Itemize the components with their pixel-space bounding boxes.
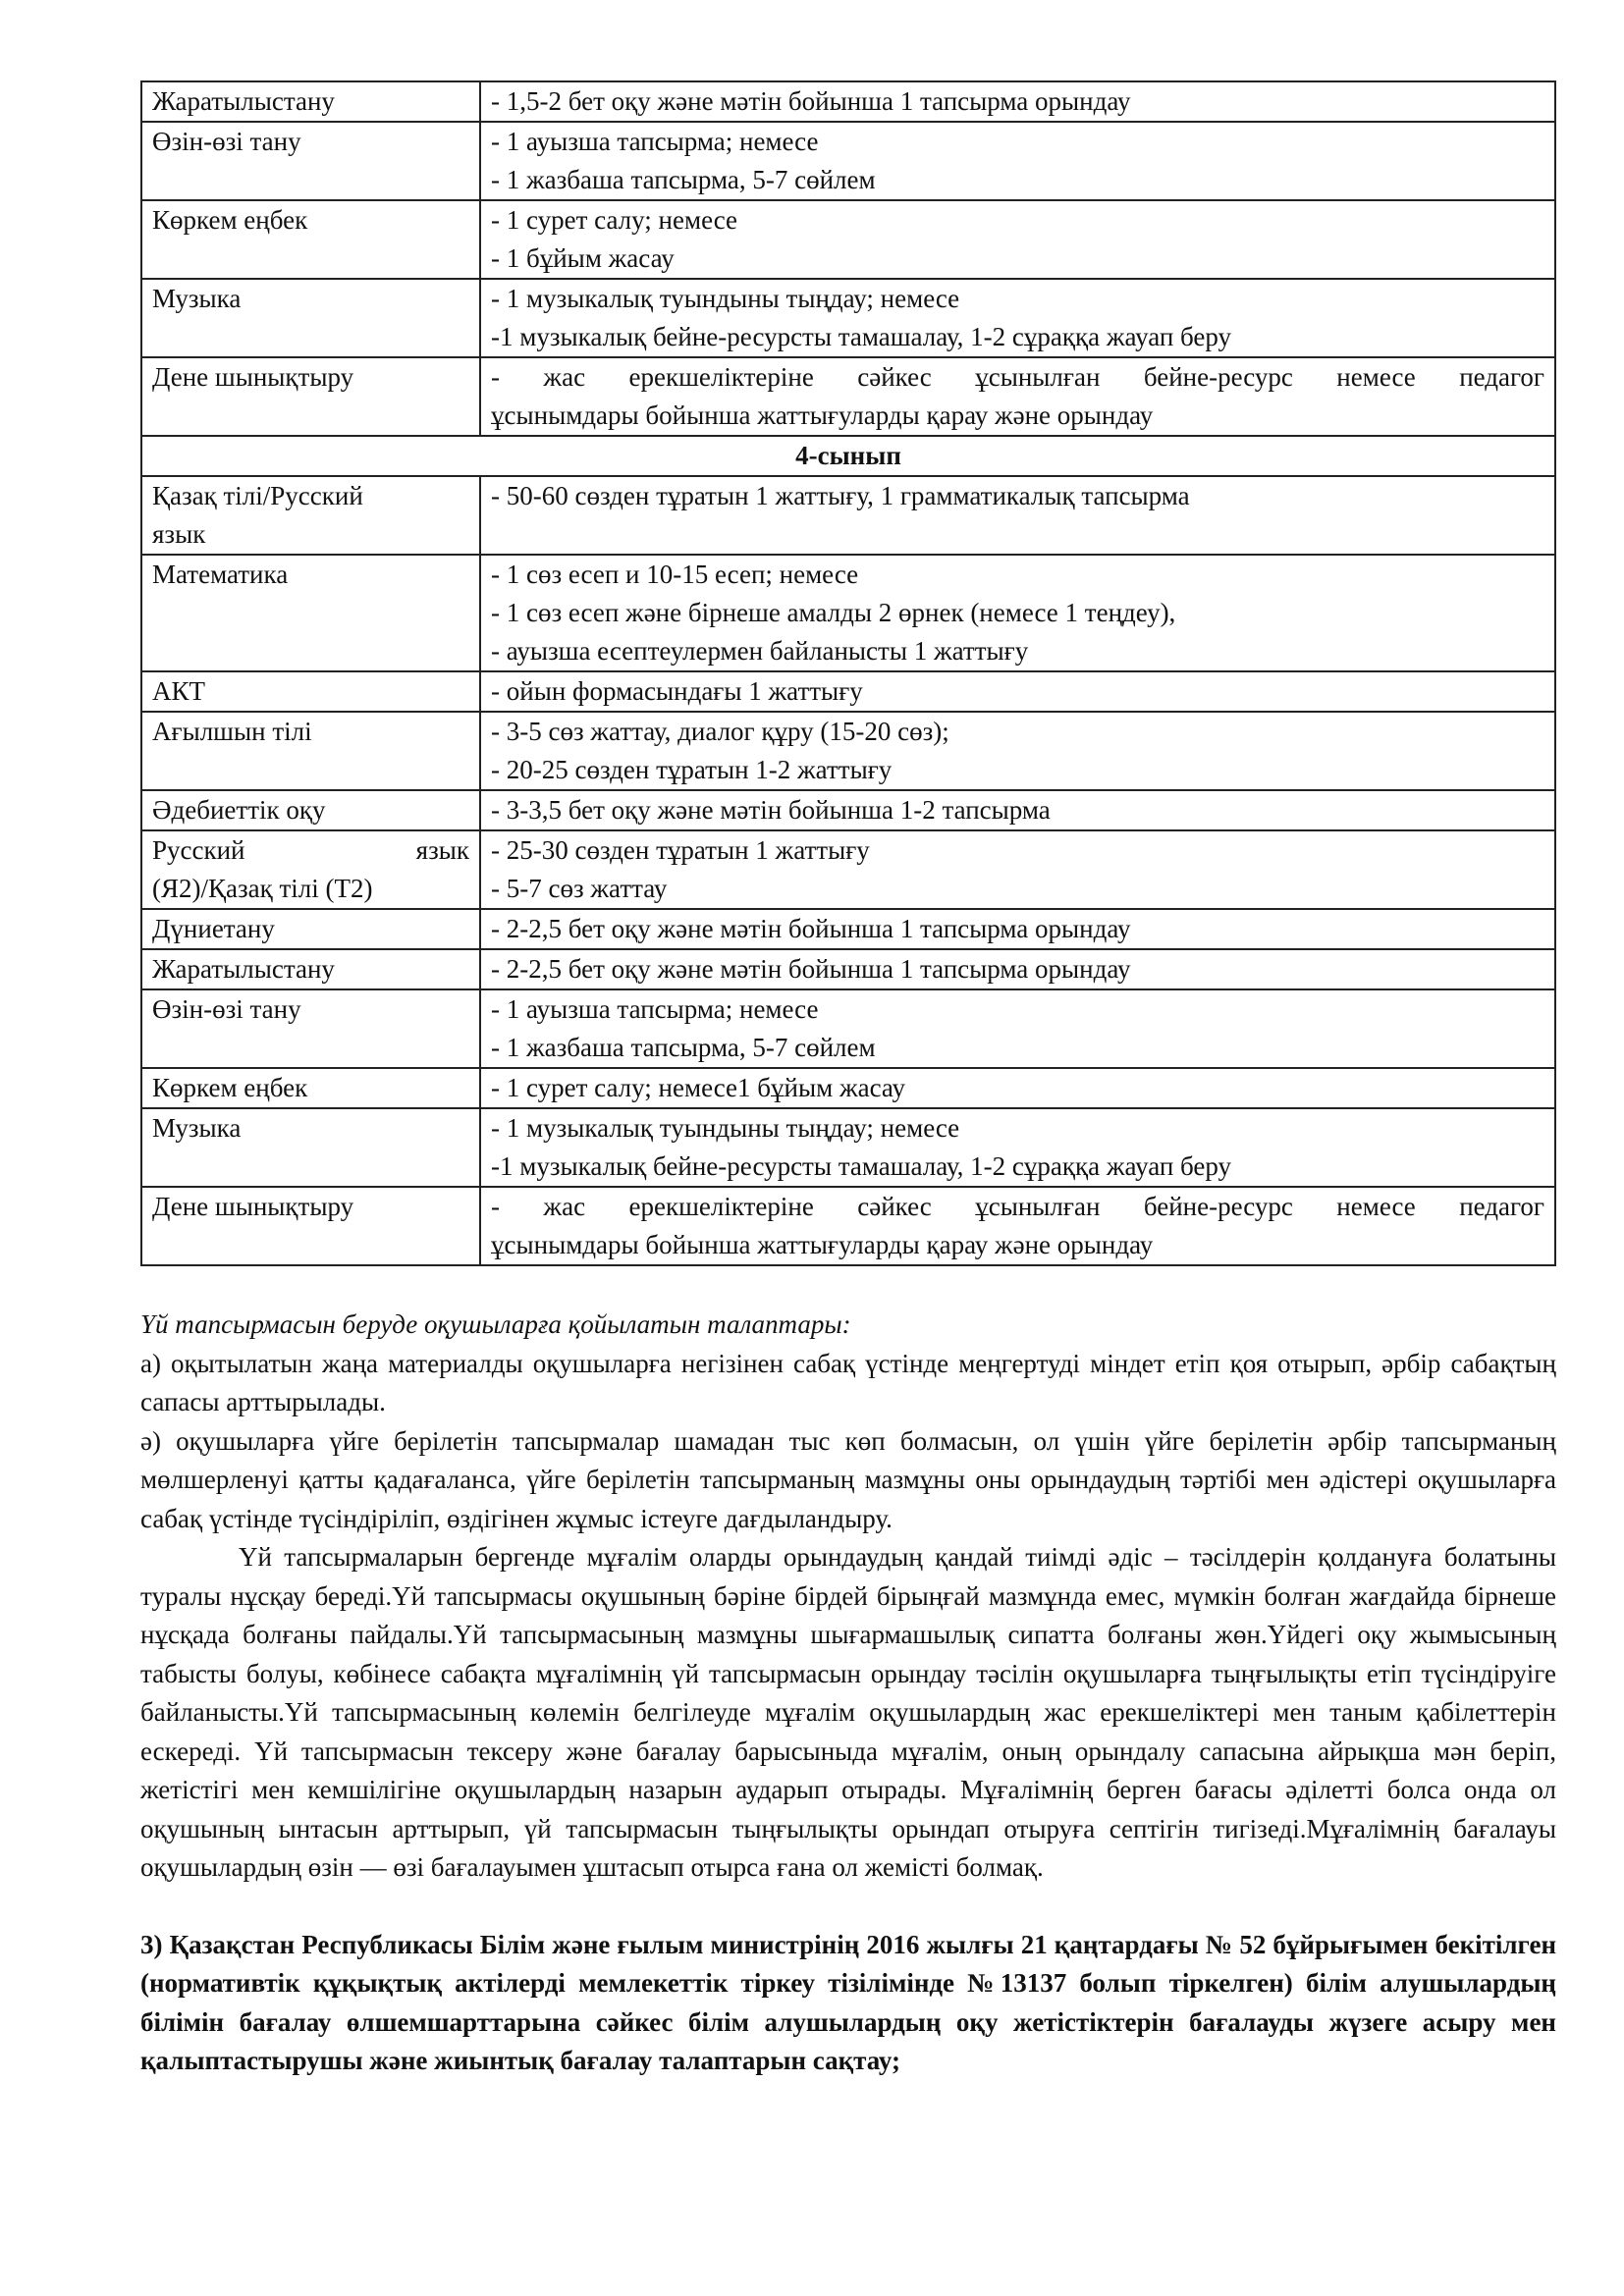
task-line: - ойын формасындағы 1 жаттығу	[491, 676, 863, 706]
task-cell	[480, 1187, 1555, 1265]
table-row	[141, 476, 1555, 555]
subject-cell: Әдебиеттік оқу	[141, 790, 480, 830]
task-line: - 1 бұйым жасау	[491, 243, 675, 273]
table-row	[141, 357, 1555, 436]
task-cell	[480, 1108, 1555, 1187]
task-line: - 5-7 сөз жаттау	[491, 874, 668, 903]
task-cell	[480, 476, 1555, 555]
task-cell	[480, 989, 1555, 1068]
homework-paragraph: Үй тапсырмаларын бергенде мұғалім оларды орындаудың қандай тиімді әдіс – тәсілдерін қолдануға болатыны туралы нұсқау береді.Үй тапсырмасы оқушының бәріне бірдей бірыңғай мазмұнда емес, мүмкін болған жағдайда бірнеше нұсқада болғаны пайдалы.Үй тапсырмасының мазмұны шығармашылық сипатта болғаны жөн.Үйдегі оқу жымысының табысты болуы, көбінесе сабақта мұғалімнің үй тапсырмасын орындау тәсілін оқушыларға тыңғылықты етіп түсіндіруіге байланысты.Үй тапсырмасының көлемін белгілеуде мұғалім оқушылардың жас ерекшеліктері мен таным қабілеттерін ескереді. Үй тапсырмасын тексеру және бағалау барысыныда мұғалім, оның орындалу сапасына айрықша мән беріп, жетістігі мен кемшілігіне оқушылардың назарын аударып отырады. Мұғалімнің берген бағасы әділетті болса онда ол оқушының ынтасын арттырып, үй тапсырмасын тыңғылықты орындап отыруға септігін тигізеді.Мұғалімнің бағалауы оқушылардың өзін — өзі бағалауымен ұштасып отырса ғана ол жемісті болмақ.	[140, 1542, 1556, 1882]
task-cell	[480, 671, 1555, 712]
subject-cell: Жаратылыстану	[141, 949, 480, 989]
subject-cell	[141, 830, 480, 909]
table-row	[141, 1187, 1555, 1265]
table-row	[141, 200, 1555, 279]
table-row	[141, 671, 1555, 712]
subject-cell: Жаратылыстану	[141, 81, 480, 122]
task-cell	[480, 81, 1555, 122]
task-line: - 50-60 сөзден тұратын 1 жаттығу, 1 грамматикалық тапсырма	[491, 481, 1190, 510]
requirement-item-ae: ә) оқушыларға үйге берілетін тапсырмалар шамадан тыс көп болмасын, ол үшін үйге берілетін әрбір тапсырманың мөлшерленуі қатты қадағаланса, үйге берілетін тапсырманың мазмұны оны орындаудың тәртібі мен әдістері оқушыларға сабақ үстінде түсіндіріліп, өздігінен жұмыс істеуге дағдыландыру.	[140, 1425, 1556, 1533]
subject-line	[152, 831, 469, 870]
subject-line: Қазақ тілі/Русский	[152, 481, 363, 510]
table-row	[141, 830, 1555, 909]
task-cell	[480, 357, 1555, 436]
requirements-section	[140, 1306, 1556, 1888]
subject-cell: Көркем еңбек	[141, 1068, 480, 1108]
task-cell	[480, 830, 1555, 909]
subject-cell: Өзін-өзі тану	[141, 122, 480, 200]
subject-cell: Ағылшын тілі	[141, 712, 480, 790]
subject-word: язык	[415, 835, 469, 865]
task-cell	[480, 122, 1555, 200]
task-line: - ауызша есептеулермен байланысты 1 жаттығу	[491, 636, 1029, 666]
task-line: - 1 ауызша тапсырма; немесе	[491, 994, 819, 1024]
subject-line: язык	[152, 519, 206, 549]
requirement-item-a: а) оқытылатын жаңа материалды оқушыларға негізінен сабақ үстінде меңгертуді міндет етіп қоя отырып, әрбір сабақтың сапасы арттырылады.	[140, 1348, 1556, 1416]
document-page	[140, 80, 1556, 2081]
table-row	[141, 909, 1555, 949]
task-line: - 1 жазбаша тапсырма, 5-7 сөйлем	[491, 1033, 876, 1062]
task-line: - 2-2,5 бет оқу және мәтін бойынша 1 тапсырма орындау	[491, 914, 1131, 943]
table-row	[141, 555, 1555, 671]
task-cell	[480, 790, 1555, 830]
task-cell	[480, 909, 1555, 949]
task-line: ұсынымдары бойынша жаттығуларды қарау және орындау	[491, 1230, 1154, 1259]
requirements-heading: Үй тапсырмасын беруде оқушыларға қойылатын талаптары:	[140, 1309, 851, 1339]
subject-cell: Музыка	[141, 279, 480, 357]
task-line: - 1 музыкалық туындыны тыңдау; немесе	[491, 284, 960, 313]
grade-header: 4-сынып	[141, 436, 1555, 476]
task-line: - 1 сөз есеп и 10-15 есеп; немесе	[491, 560, 859, 589]
task-cell	[480, 555, 1555, 671]
task-line: -1 музыкалық бейне-ресурсты тамашалау, 1-2 сұраққа жауап беру	[491, 1151, 1232, 1181]
task-cell	[480, 949, 1555, 989]
task-line: - 1 ауызша тапсырма; немесе	[491, 127, 819, 156]
task-cell	[480, 279, 1555, 357]
table-row	[141, 122, 1555, 200]
subject-cell: Дене шынықтыру	[141, 357, 480, 436]
table-row	[141, 1108, 1555, 1187]
task-line: - жас ерекшеліктеріне сәйкес ұсынылған бейне-ресурс немесе педагог	[491, 1192, 1544, 1221]
subject-cell: Көркем еңбек	[141, 200, 480, 279]
subject-cell: Музыка	[141, 1108, 480, 1187]
task-cell	[480, 712, 1555, 790]
task-line: - жас ерекшеліктеріне сәйкес ұсынылған бейне-ресурс немесе педагог	[491, 362, 1544, 392]
task-line: ұсынымдары бойынша жаттығуларды қарау және орындау	[491, 400, 1154, 430]
subject-cell: АКТ	[141, 671, 480, 712]
task-line: - 1 сурет салу; немесе1 бұйым жасау	[491, 1073, 906, 1102]
task-line: - 25-30 сөзден тұратын 1 жаттығу	[491, 835, 870, 865]
task-line: - 1,5-2 бет оқу және мәтін бойынша 1 тапсырма орындау	[491, 86, 1131, 116]
task-line: - 2-2,5 бет оқу және мәтін бойынша 1 тапсырма орындау	[491, 954, 1131, 984]
task-line: - 20-25 сөзден тұратын 1-2 жаттығу	[491, 755, 893, 784]
subject-cell: Математика	[141, 555, 480, 671]
task-cell	[480, 1068, 1555, 1108]
subject-word: Русский	[152, 835, 245, 865]
table-row	[141, 1068, 1555, 1108]
task-line: - 3-5 сөз жаттау, диалог құру (15-20 сөз);	[491, 717, 949, 746]
table-row	[141, 989, 1555, 1068]
subject-cell: Өзін-өзі тану	[141, 989, 480, 1068]
subject-cell: Дене шынықтыру	[141, 1187, 480, 1265]
subject-cell	[141, 476, 480, 555]
table-row	[141, 949, 1555, 989]
task-cell	[480, 200, 1555, 279]
task-line: -1 музыкалық бейне-ресурсты тамашалау, 1-2 сұраққа жауап беру	[491, 322, 1232, 351]
section-3-paragraph: 3) Қазақстан Республикасы Білім және ғылым министрінің 2016 жылғы 21 қаңтардағы № 52 бұйрығымен бекітілген (нормативтік құқықтық актілерді мемлекеттік тіркеу тізілімінде №13137 болып тіркелген) білім алушылардың білімін бағалау өлшемшарттарына сәйкес білім алушылардың оқу жетістіктерін бағалауды жүзеге асыру мен қалыптастырушы және жиынтық бағалау талаптарын сақтау;	[140, 1929, 1556, 2075]
subject-cell: Дүниетану	[141, 909, 480, 949]
homework-volume-table	[140, 80, 1556, 1266]
table-row	[141, 712, 1555, 790]
task-line: - 3-3,5 бет оқу және мәтін бойынша 1-2 тапсырма	[491, 795, 1051, 825]
task-line: - 1 жазбаша тапсырма, 5-7 сөйлем	[491, 165, 876, 194]
task-line: - 1 сурет салу; немесе	[491, 205, 738, 235]
task-line: - 1 музыкалық туындыны тыңдау; немесе	[491, 1113, 960, 1143]
table-row	[141, 790, 1555, 830]
subject-line: (Я2)/Қазақ тілі (Т2)	[152, 874, 373, 903]
table-row	[141, 81, 1555, 122]
table-row	[141, 279, 1555, 357]
grade-header-row	[141, 436, 1555, 476]
task-line: - 1 сөз есеп және бірнеше амалды 2 өрнек (немесе 1 теңдеу),	[491, 598, 1176, 627]
